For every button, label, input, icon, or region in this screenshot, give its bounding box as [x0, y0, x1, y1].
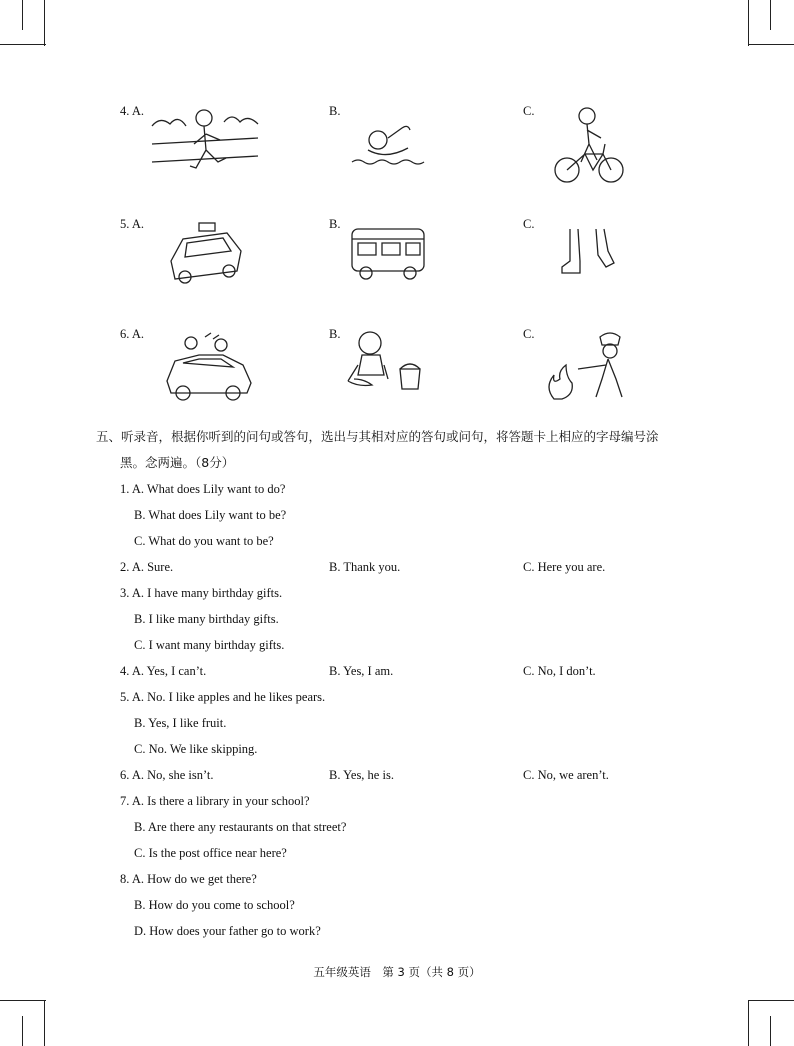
crop-mark — [770, 1016, 771, 1046]
crop-mark — [22, 0, 23, 30]
option-a: A. Is there a library in your school? — [131, 794, 310, 808]
option-a: A. Yes, I can’t. — [131, 664, 207, 678]
section-5-instruction: 五、听录音，根据你听到的问句或答句，选出与其相对应的答句或问句，将答题卡上相应的字母编号涂 黑。念两遍。（8分） — [96, 429, 659, 470]
page-footer: 五年级英语 第 3 页（共 8 页） — [313, 965, 481, 979]
option-b: B. Thank you. — [329, 560, 401, 574]
crop-mark — [748, 1000, 794, 1001]
option-c: C. No, I don’t. — [523, 664, 596, 678]
question-number: 5. — [120, 690, 130, 704]
question-number: 2. — [120, 560, 130, 574]
crop-mark — [0, 1000, 46, 1001]
question-number: 8. — [120, 872, 130, 886]
picture-question-6 — [0, 327, 794, 417]
option-a: A. I have many birthday gifts. — [131, 586, 283, 600]
option-c: C. What do you want to be? — [134, 534, 274, 548]
question-number: 6. — [120, 768, 130, 782]
picture-question-4 — [0, 104, 794, 194]
option-c: C. No. We like skipping. — [134, 742, 258, 756]
option-label: C. — [523, 104, 535, 118]
crop-mark — [748, 0, 749, 46]
firefighter-icon — [542, 329, 642, 401]
bus-icon — [350, 225, 426, 281]
crop-mark — [770, 0, 771, 30]
option-label: B. — [329, 327, 341, 341]
question-number: 5. A. — [120, 217, 144, 231]
crop-mark — [44, 0, 45, 46]
question-number: 3. — [120, 586, 130, 600]
crop-mark — [748, 1000, 749, 1046]
option-a: A. What does Lily want to do? — [131, 482, 286, 496]
option-b: B. Yes, I am. — [329, 664, 394, 678]
option-c: C. No, we aren’t. — [523, 768, 609, 782]
option-b: B. What does Lily want to be? — [134, 508, 287, 522]
option-label: B. — [329, 104, 341, 118]
cycling-girl-icon — [553, 104, 625, 186]
option-d: D. How does your father go to work? — [134, 924, 321, 938]
option-c: C. I want many birthday gifts. — [134, 638, 285, 652]
question-number: 4. — [120, 664, 130, 678]
picture-question-5 — [0, 217, 794, 307]
option-b: B. I like many birthday gifts. — [134, 612, 279, 626]
crop-mark — [44, 1000, 45, 1046]
option-b: B. Yes, he is. — [329, 768, 394, 782]
option-b: B. Are there any restaurants on that street? — [134, 820, 347, 834]
option-a: A. Sure. — [131, 560, 174, 574]
question-number: 4. A. — [120, 104, 144, 118]
option-b: B. Yes, I like fruit. — [134, 716, 227, 730]
swimming-boy-icon — [350, 114, 430, 174]
taxi-icon — [165, 221, 245, 287]
option-c: C. Here you are. — [523, 560, 606, 574]
police-car-icon — [163, 331, 255, 403]
cleaner-icon — [344, 329, 426, 393]
crop-mark — [0, 44, 46, 45]
option-label: C. — [523, 327, 535, 341]
option-b: B. How do you come to school? — [134, 898, 295, 912]
crop-mark — [748, 44, 794, 45]
question-number: 6. A. — [120, 327, 144, 341]
option-a: A. No. I like apples and he likes pears. — [131, 690, 326, 704]
option-a: A. How do we get there? — [131, 872, 257, 886]
option-c: C. Is the post office near here? — [134, 846, 287, 860]
walking-feet-icon — [556, 227, 620, 277]
question-number: 7. — [120, 794, 130, 808]
option-label: B. — [329, 217, 341, 231]
running-boy-icon — [150, 104, 260, 188]
crop-mark — [22, 1016, 23, 1046]
question-number: 1. — [120, 482, 130, 496]
option-label: C. — [523, 217, 535, 231]
option-a: A. No, she isn’t. — [131, 768, 214, 782]
